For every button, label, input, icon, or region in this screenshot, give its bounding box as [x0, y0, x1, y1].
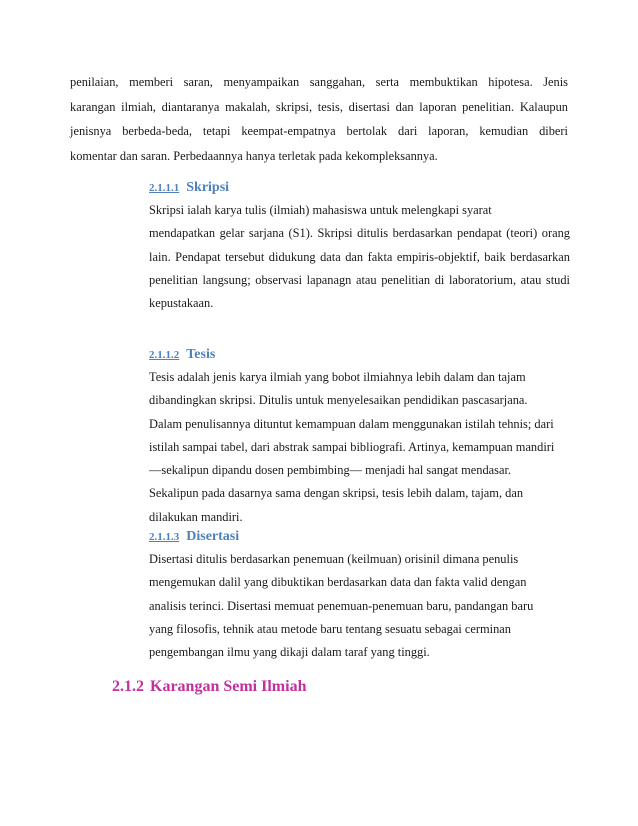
- paragraph-line: istilah sampai tabel, dari abstrak sampai bibliografi. Artinya, kemampuan mandiri: [149, 439, 555, 454]
- paragraph-line: penelitian langsung; observasi lapanagn atau penelitian di laboratorium, atau studi: [149, 272, 570, 287]
- intro-paragraph: [70, 70, 568, 168]
- paragraph-line: dilakukan mandiri.: [149, 509, 243, 524]
- paragraph-tesis: [149, 366, 570, 529]
- heading-disertasi: [149, 524, 570, 548]
- paragraph-line: mengemukan dalil yang dibuktikan berdasarkan data dan fakta valid dengan: [149, 575, 527, 590]
- heading-karangan-semi-ilmiah: [112, 675, 306, 699]
- paragraph-line: Tesis adalah jenis karya ilmiah yang bobot ilmiahnya lebih dalam dan tajam: [149, 370, 526, 384]
- paragraph-line: analisis terinci. Disertasi memuat penemuan-penemuan baru, pandangan baru: [149, 598, 534, 613]
- section-disertasi: [149, 524, 570, 664]
- paragraph-line: pengembangan ilmu yang dikaji dalam taraf yang tinggi.: [149, 645, 430, 660]
- heading-number: 2.1.1.1: [149, 182, 180, 194]
- paragraph-line: Disertasi ditulis berdasarkan penemuan (keilmuan) orisinil dimana penulis: [149, 552, 519, 566]
- paragraph-line: dibandingkan skripsi. Ditulis untuk menyelesaikan pendidikan pascasarjana.: [149, 393, 528, 408]
- intro-line: jenisnya berbeda-beda, tetapi keempat-empatnya bertolak dari laporan, kemudian diberi: [70, 124, 568, 139]
- section-tesis: [149, 342, 570, 529]
- paragraph-skripsi: [149, 199, 570, 315]
- heading-title: Karangan Semi Ilmiah: [150, 678, 307, 695]
- paragraph-line: Sekalipun pada dasarnya sama dengan skripsi, tesis lebih dalam, tajam, dan: [149, 486, 524, 501]
- paragraph-disertasi: [149, 548, 570, 664]
- intro-line: karangan ilmiah, diantaranya makalah, skripsi, tesis, disertasi dan laporan penelitian. Kalaupun: [70, 99, 568, 114]
- paragraph-line: Dalam penulisannya dituntut kemampuan dalam menggunakan istilah tehnis; dari: [149, 416, 554, 431]
- paragraph-line: Skripsi ialah karya tulis (ilmiah) mahasiswa untuk melengkapi syarat: [149, 203, 492, 217]
- intro-line: penilaian, memberi saran, menyampaikan sanggahan, serta membuktikan hipotesa. Jenis: [70, 75, 568, 89]
- heading-number: 2.1.2: [112, 678, 144, 695]
- heading-number: 2.1.1.3: [149, 531, 180, 543]
- paragraph-line: —sekalipun dipandu dosen pembimbing— menjadi hal sangat mendasar.: [149, 463, 512, 478]
- heading-title: Skripsi: [186, 180, 230, 195]
- heading-title: Disertasi: [186, 529, 240, 544]
- heading-number: 2.1.1.2: [149, 349, 180, 361]
- heading-title: Tesis: [186, 347, 216, 362]
- paragraph-line: kepustakaan.: [149, 296, 214, 311]
- paragraph-line: mendapatkan gelar sarjana (S1). Skripsi ditulis berdasarkan pendapat (teori) orang: [149, 226, 570, 241]
- paragraph-line: lain. Pendapat tersebut didukung data dan fakta empiris-objektif, baik berdasarkan: [149, 249, 570, 264]
- heading-tesis: [149, 342, 570, 366]
- heading-skripsi: [149, 175, 570, 199]
- intro-line: komentar dan saran. Perbedaannya hanya terletak pada kekompleksannya.: [70, 148, 438, 163]
- paragraph-line: yang filosofis, tehnik atau metode baru tentang sesuatu sebagai cerminan: [149, 621, 511, 636]
- section-skripsi: [149, 175, 570, 315]
